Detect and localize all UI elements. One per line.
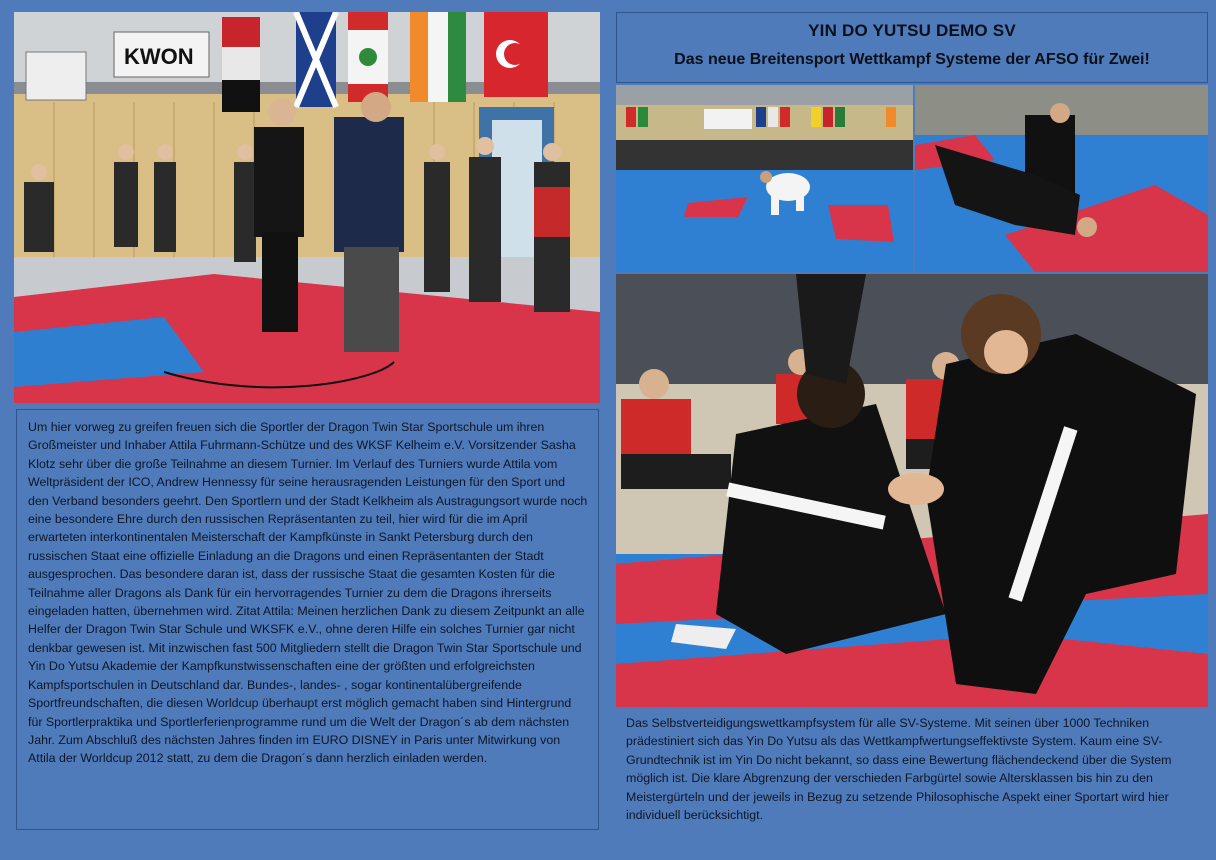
tournament-hall-photo (616, 85, 913, 272)
award-ceremony-photo (14, 12, 600, 403)
page-title: YIN DO YUTSU DEMO SV (808, 21, 1016, 40)
right-article-text: Das Selbstverteidigungswettkampfsystem für alle SV-Systeme. Mit seinen über 1000 Techniken prädestiniert sich das Yin Do Yutsu als das Wettkampfwertungseffektivste System. Kaum eine SV-Grundtechnik ist im Yin Do nicht bekannt, so dass eine Bewertung flächendeckend über die System möglich ist. Die klare Abgrenzung der verschieden Farbgürtel sowie Altersklassen bis hin zu den Meistergürteln und der jeweils in Bezug zu setzende Philosophische Aspekt einer Sportart wird hier individuell berücksichtigt. (626, 716, 1172, 823)
header-box (616, 12, 1208, 83)
throw-technique-photo (915, 85, 1208, 272)
left-article-box (16, 409, 599, 830)
page-subtitle: Das neue Breitensport Wettkampf Systeme der AFSO für Zwei! (674, 51, 1150, 68)
left-article-text: Um hier vorweg zu greifen freuen sich die Sportler der Dragon Twin Star Sportschule um ihren Großmeister und Inhaber Attila Fuhrmann-Schütze und des WKSF Kelheim e.V. Vorsitzender Sasha Klotz sehr über die große Teilnahme an diesem Turnier. Im Verlauf des Turniers wurde Attila vom Weltpräsident der ICO, Andrew Hennessy für seine herausragenden Leistungen für den Sport und den Verband besonders geehrt. Den Sportlern und der Stadt Kelkheim als Austragungsort wurde noch eine besondere Ehre durch den russischen Repräsentanten zu teil, hier wird für die im April erwarteten interkontinentalen Meisterschaft der Kampfkünste in Sankt Petersburg durch den russischen Staat eine offizielle Einladung an die Dragons und einen Repräsentanten der Stadt ausgesprochen. Das besondere daran ist, dass der russische Staat die gesamten Kosten für die Teilnahme aller Dragons als Dank für ein hervorragendes Turnier zu dem die Dragons ihrerseits eingeladen hatten, übernehmen wird. Zitat Attila: Meinen herzlichen Dank zu diesem Zeitpunkt an alle Helfer der Dragon Twin Star Schule und WKSFK e.V., ohne deren Hilfe ein solches Turnier gar nicht denkbar gewesen ist. Mit inzwischen fast 500 Mitgliedern stellt die Dragon Twin Star Sportschule und Yin Do Yutsu Akademie der Kampfkunstwissenschaften eine der größten und erfolgreichsten Kampfsportschulen in Deutschland dar. Bundes-, landes- , sogar kontinentalübergreifende Sportfreundschaften, die diesen Worldcup überhaupt erst möglich gemacht haben sind Hintergrund für Sportlerpraktika und Sportlerferienprogramme rund um die Welt der Dragon´s ab dem nächsten Jahr. Zum Abschluß des nächsten Jahres finden im EURO DISNEY in Paris unter Mitwirkung von Attila der Worldcup 2012 statt, zu dem die Dragon´s dann herzlich einladen werden. (28, 420, 588, 766)
grip-technique-photo (616, 274, 1208, 707)
right-article-box (626, 714, 1196, 824)
kwon-banner: KWON (124, 44, 194, 69)
